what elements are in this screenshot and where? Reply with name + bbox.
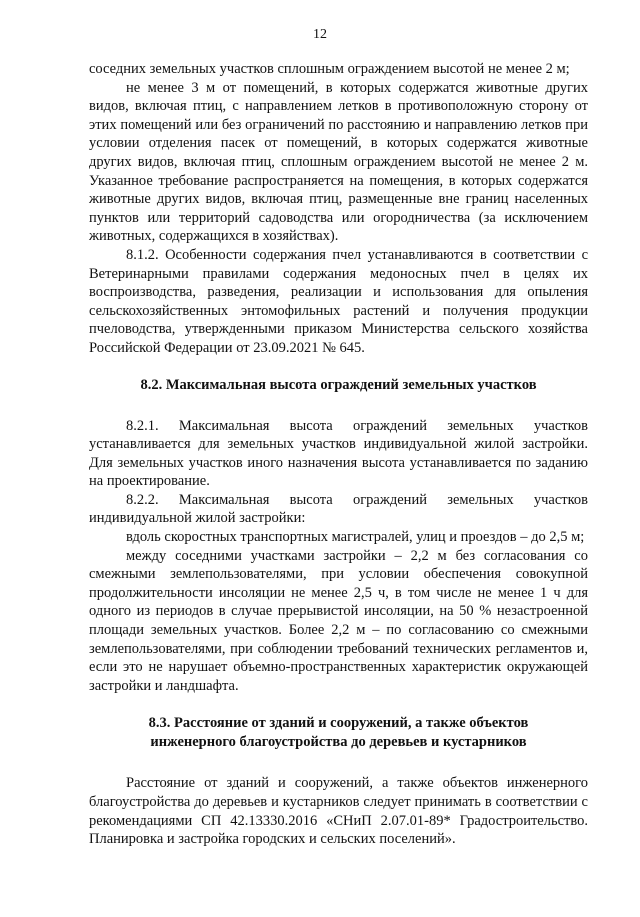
paragraph: вдоль скоростных транспортных магистралей, улиц и проездов – до 2,5 м;: [126, 529, 585, 546]
paragraph: 8.2.1. Максимальная высота ограждений земельных участков устанавливается для земельных участков индивидуальной жилой застройки. Для земельных участков иного назначения высота устанавливается по заданию на проектирование.: [89, 417, 588, 490]
paragraph: Расстояние от зданий и сооружений, а также объектов инженерного благоустройства до деревьев и кустарников следует принимать в соответствии с рекомендациями СП 42.13330.2016 «СНиП 2.07.01-89* Градостроительство. Планировка и застройка городских и сельских поселений».: [89, 775, 588, 848]
paragraph: 8.2.2. Максимальная высота ограждений земельных участков индивидуальной жилой застройки:: [89, 491, 588, 527]
document-body: [89, 60, 588, 849]
paragraph: 8.1.2. Особенности содержания пчел устанавливаются в соответствии с Ветеринарными правилами содержания медоносных пчел в целях их воспроизводства, разведения, реализации и использования для опыления сельскохозяйственных энтомофильных растений и получения продукции пчеловодства, утвержденными приказом Министерства сельского хозяйства Российской Федерации от 23.09.2021 № 645.: [89, 246, 588, 356]
section-heading-line: инженерного благоустройства до деревьев и кустарников: [150, 734, 527, 751]
section-heading-line: 8.3. Расстояние от зданий и сооружений, а также объектов: [148, 715, 529, 732]
section-heading-8-2: 8.2. Максимальная высота ограждений земельных участков: [140, 376, 537, 393]
page-number: 12: [313, 27, 327, 42]
paragraph: соседних земельных участков сплошным ограждением высотой не менее 2 м;: [89, 61, 570, 77]
paragraph: между соседними участками застройки – 2,2 м без согласования со смежными землепользователями, при условии обеспечения совокупной продолжительности инсоляции не менее 2,5 ч, в том числе не менее 1 ч для одного из периодов в случае прерывистой инсоляции, на 50 % незастроенной площади земельных участков. Более 2,2 м – по согласованию со смежными землепользователями, при соблюдении требований технических регламентов и, если это не нарушает объемно-пространственных характеристик окружающей застройки и ландшафта.: [89, 547, 588, 694]
section-heading-8-3: [89, 714, 588, 752]
paragraph: не менее 3 м от помещений, в которых содержатся животные других видов, включая птиц, с направлением летков в противоположную сторону от этих помещений или без ограничений по расстоянию и направлению летков при условии отделения пасек от помещений, в которых содержатся животные других видов, включая птиц, сплошным ограждением высотой не менее 2 м. Указанное требование распространяется на помещения, в которых содержатся животные других видов, включая птиц, размещенные вне границ населенных пунктов или территорий садоводства или огородничества (за исключением животных, содержащихся в хозяйствах).: [89, 79, 588, 245]
